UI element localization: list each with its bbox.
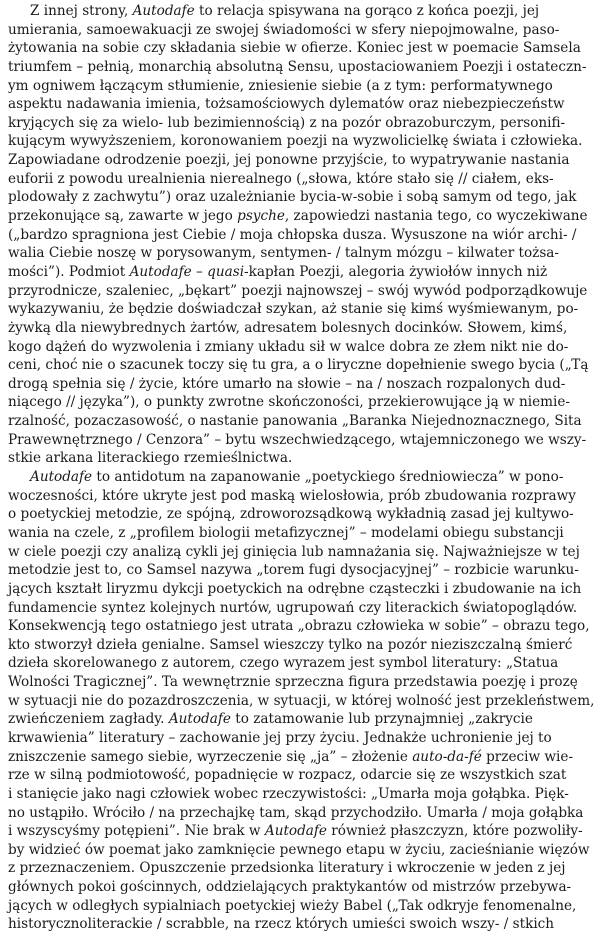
text-line: historycznoliterackie / scrabble, na rzecz których umieści swoich wszy- / stkich (8, 916, 555, 933)
text-line: walia Ciebie noszę w porysowanym, sentymen- / talnym mózgu – kilwater tożsa- (8, 245, 559, 262)
text-line: Konsekwencją tego ostatniego jest utrata „obrazu człowieka w sobie” – obrazu tego, (8, 618, 590, 635)
text-line: triumfem – pełnią, monarchią absolutną Sensu, upostaciowaniem Poezji i ostateczn- (8, 58, 587, 75)
text-line: w ciele poezji czy analizą cykli jej ginięcia lub namnażania się. Najważniejsze w tej (8, 543, 580, 560)
text-line: Zapowiadane odrodzenie poezji, jej ponowne przyjście, to wypatrywanie nastania (8, 152, 570, 169)
text-line: jących w odległych sypialniach poetyckiej wieży Babel („Tak odkryje fenomenalne, (8, 897, 577, 914)
italic-term: quasi (207, 263, 245, 280)
text-line: stkie arkana literackiego rzemieślnictwa. (8, 450, 293, 467)
text-line: kogo dążeń do wyzwolenia i zmiany układu sił w walce dobra ze złem nikt nie do- (8, 338, 569, 355)
text-line: głównych pokoi gościnnych, oddzielających praktykantów od mistrzów przebywa- (8, 879, 572, 896)
text-line: przyrodnicze, szaleniec, „bękart” poezji najnowszej – swój wywód podporządkowuje (8, 282, 588, 299)
italic-term: Autodafe (168, 711, 231, 728)
text-line: niącego // języka”), o punkty zwrotne skończoności, przekierowujące ją w niemie- (8, 394, 571, 411)
italic-term: psyche (237, 208, 285, 225)
text-line: rzalność, pozaczasowość, o nastanie panowania „Baranka Niejednoznacznego, Sita (8, 413, 582, 430)
text-line: przekonujące są, zawarte w jego psyche, zapowiedzi nastania tego, co wyczekiwane (8, 208, 588, 225)
italic-term: Autodafe (264, 823, 327, 840)
text-line: kryjących się za wielo- lub bezimiennością) z na pozór obrazoburczym, personifi- (8, 114, 566, 131)
text-line: krwawienia” literatury – zachowanie jej przy życiu. Jednakże uchronienie jej to (8, 729, 552, 746)
text-line: kującym wywyższeniem, koronowaniem poezji na wyzwolicielkę świata i człowieka. (8, 133, 583, 150)
text-line: („bardzo spragniona jest Ciebie / moja chłopska dusza. Wysuszone na wiór archi- / (8, 226, 577, 243)
text-line: no ustąpiło. Wróciło / na przechajkę tam, skąd przychodziło. Umarła / moja gołąbka (8, 804, 584, 821)
paragraph-2 (8, 468, 594, 934)
text-line: dzieła skorelowanego z autorem, czego wyrazem jest symbol literatury: „Statua (8, 655, 559, 672)
text-line: zwieńczeniem zagłady. Autodafe to zatamowanie lub przynajmniej „zakrycie (8, 711, 533, 728)
text-line: plodowały z zachwytu”) oraz uzależnianie bycia-w-sobie i sobą samym od tego, jak (8, 189, 577, 206)
text-line: zniszczenie samego siebie, wyrzeczenie się „ja” – złożenie auto-da-fé przeciw wie- (8, 748, 574, 765)
text-line: metodzie jest to, co Samsel nazywa „torem fugi dysocjacyjnej” – rozbicie warunku- (8, 562, 579, 579)
text-line: Z innej strony, Autodafe to relacja spisywana na gorąco z końca poezji, jej (30, 3, 540, 19)
text-line: i stanięcie jako nagi człowiek wobec rzeczywistości: „Umarła moja gołąbka. Pięk- (8, 785, 569, 802)
text-line: ceni, choć nie o szacunek toczy się tu gra, a o liryczne dopełnienie swego bycia („Tą (8, 357, 589, 374)
text-line: w sytuacji nie do pozazdroszczenia, w sytuacji, w której wolność jest przekleństwem, (8, 692, 594, 709)
text-line: Prawewnętrznego / Cenzora” – bytu wszechwiedzącego, wtajemniczonego we wszy- (8, 431, 587, 448)
text-line: i wszyscyśmy potępieni”. Nie brak w Autodafe również płaszczyzn, które pozwoliły- (8, 823, 583, 840)
text-line: wania na czele, z „profilem biologii metafizycznej” – modelami obiegu substancji (8, 524, 564, 541)
text-line: wykazywaniu, że będzie doświadczał szykan, aż stanie się kimś wyśmiewanym, po- (8, 301, 579, 318)
text-line: ym ogniwem łączącym stłumienie, zniesienie siebie (a z tym: performatywnego (8, 77, 553, 94)
text-line: Autodafe to antidotum na zapanowanie „poetyckiego średniowiecza” w pono- (30, 469, 564, 486)
text-line: z przeznaczeniem. Opuszczenie przedsionka literatury i wkroczenie w jeden z jej (8, 860, 566, 877)
italic-term: auto-da-fé (412, 748, 482, 765)
text-line: kto stworzył dzieła genialne. Samsel wieszczy tylko na pozór nieziszczalną śmierć (8, 636, 573, 653)
italic-term: Autodafe (129, 263, 192, 280)
text-line: by widzieć ów poemat jako zamknięcie pewnego etapu w życiu, zacieśnianie więzów (8, 841, 590, 858)
text-line: Wolności Tragicznej”. Ta wewnętrznie sprzeczna figura przedstawia poezję i prozę (8, 674, 578, 691)
paragraph-1 (8, 2, 589, 468)
text-line: umierania, samoewakuacji ze swojej świadomości w sfery niepojmowalne, paso- (8, 21, 560, 38)
text-line: mości”). Podmiot Autodafe – quasi-kapłan Poezji, alegoria żywiołów innych niż (8, 263, 548, 280)
text-line: jących kształt liryzmu dykcji poetyckich na odrębne cząsteczki i zbudowanie na ich (8, 580, 582, 597)
text-line: aspektu nadawania imienia, tożsamościowych dylematów oraz niebezpieczeństw (8, 96, 565, 113)
text-line: fundamencie syntez kolejnych nurtów, ugrupowań czy literackich światopoglądów. (8, 599, 578, 616)
text-line: o poetyckiej metodzie, ze spójną, zdroworozsądkową wykładnią zasad jej kultywo- (8, 506, 574, 523)
text-line: euforii z powodu urealnienia nierealnego („słowa, które stało się // ciałem, eks- (8, 170, 554, 187)
italic-term: Autodafe (30, 469, 93, 486)
text-line: drogą spełnia się / życie, które umarło na słowie – na / noszach rozpalonych dud- (8, 375, 566, 392)
text-line: rze w silną podmiotowość, popadnięcie w rozpacz, odarcie się ze wszystkich szat (8, 767, 567, 784)
italic-term: Autodafe (132, 3, 195, 19)
text-line: żywką dla niewybrednych żartów, adresatem bolesnych docinków. Słowem, kimś, (8, 319, 568, 336)
text-line: woczesności, które ukryte jest pod maską wielosłowia, prób zbudowania rozprawy (8, 487, 576, 504)
text-line: żytowania na sobie czy składania siebie w ofierze. Koniec jest w poemacie Samsela (8, 40, 581, 57)
